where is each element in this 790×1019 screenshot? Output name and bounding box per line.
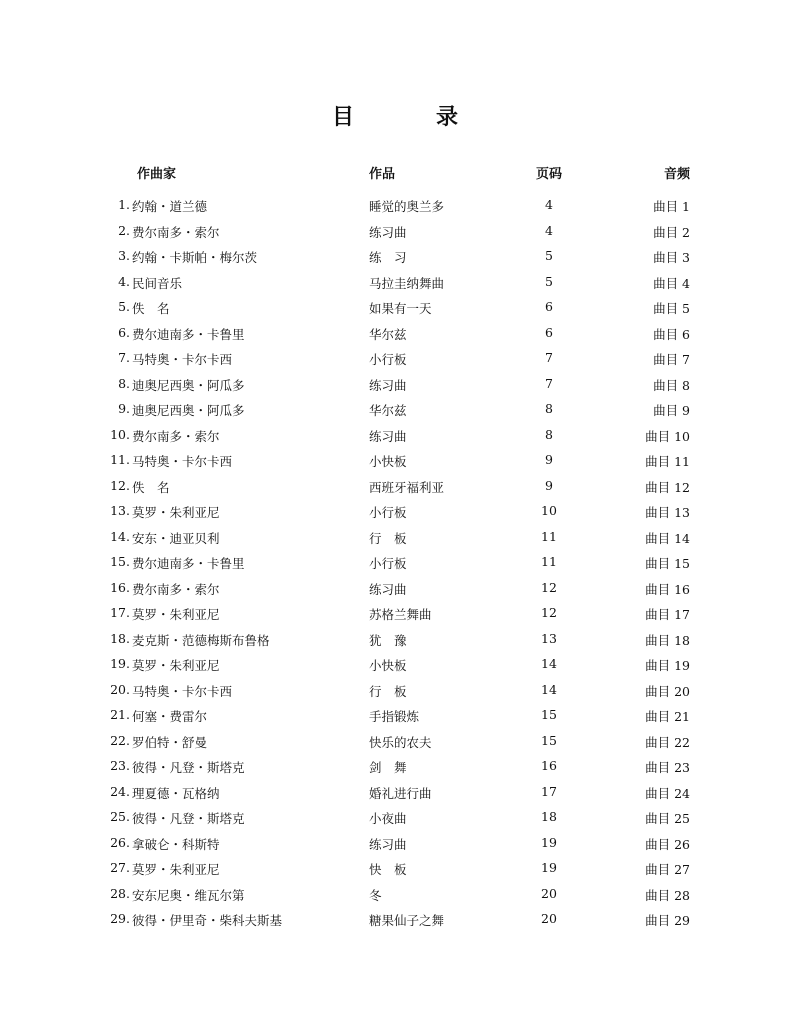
table-row [0, 299, 790, 325]
row-composer: 麦克斯・范德梅斯布鲁格 [132, 632, 270, 648]
row-audio: 曲目 8 [653, 377, 690, 393]
row-work: 小快板 [369, 454, 407, 469]
row-work: 糖果仙子之舞 [369, 913, 445, 928]
row-composer: 费尔迪南多・卡鲁里 [132, 556, 245, 571]
row-audio: 曲目 16 [645, 581, 690, 597]
row-work: 练习曲 [369, 836, 407, 852]
row-work: 睡觉的奥兰多 [369, 199, 445, 214]
row-composer: 迪奥尼西奥・阿瓜多 [132, 403, 245, 418]
row-composer: 莫罗・朱利亚尼 [132, 607, 220, 622]
row-composer: 马特奥・卡尔卡西 [132, 352, 233, 367]
row-page: 8 [545, 401, 553, 416]
row-number: 3. [118, 248, 130, 263]
row-audio: 曲目 7 [653, 352, 690, 367]
row-audio: 曲目 4 [653, 275, 690, 291]
row-composer: 彼得・凡登・斯塔克 [132, 811, 245, 826]
row-number: 21. [110, 707, 130, 722]
row-number: 28. [110, 885, 130, 901]
row-work: 练习曲 [369, 581, 407, 597]
row-work: 犹 豫 [369, 632, 407, 648]
row-audio: 曲目 11 [645, 454, 690, 469]
row-composer: 安东・迪亚贝利 [132, 530, 220, 546]
row-composer: 迪奥尼西奥・阿瓜多 [132, 377, 245, 393]
row-audio: 曲目 5 [653, 301, 690, 316]
row-number: 11. [110, 452, 130, 467]
row-composer: 莫罗・朱利亚尼 [132, 505, 220, 520]
row-number: 8. [118, 375, 130, 391]
row-audio: 曲目 21 [645, 709, 690, 724]
row-work: 快 板 [369, 862, 407, 877]
row-work: 苏格兰舞曲 [369, 607, 432, 622]
row-page: 19 [541, 834, 557, 850]
row-work: 练 习 [369, 250, 407, 265]
row-composer: 佚 名 [132, 301, 170, 316]
row-work: 小快板 [369, 658, 407, 673]
row-page: 15 [541, 707, 557, 722]
table-row [0, 223, 790, 249]
row-work: 华尔兹 [369, 326, 407, 342]
table-row [0, 733, 790, 759]
row-composer: 拿破仑・科斯特 [132, 836, 220, 852]
table-row [0, 350, 790, 376]
header-work: 作品 [369, 167, 396, 182]
row-page: 20 [541, 911, 557, 926]
row-audio: 曲目 9 [653, 403, 690, 418]
row-page: 14 [541, 681, 557, 697]
row-audio: 曲目 2 [653, 224, 690, 240]
row-page: 4 [545, 197, 553, 212]
row-page: 7 [545, 375, 553, 391]
row-number: 6. [118, 324, 130, 340]
row-number: 12. [110, 477, 130, 493]
row-audio: 曲目 25 [645, 811, 690, 826]
row-number: 17. [110, 605, 130, 620]
row-composer: 费尔南多・索尔 [132, 224, 220, 240]
row-work: 练习曲 [369, 377, 407, 393]
table-header [0, 163, 790, 183]
row-number: 9. [118, 401, 130, 416]
row-page: 8 [545, 426, 553, 442]
row-number: 23. [110, 758, 130, 773]
table-row [0, 478, 790, 504]
row-audio: 曲目 24 [645, 785, 690, 801]
row-number: 1. [118, 197, 130, 212]
table-row [0, 784, 790, 810]
table-row [0, 580, 790, 606]
table-row [0, 503, 790, 529]
row-work: 小行板 [369, 556, 407, 571]
row-work: 行 板 [369, 683, 407, 699]
table-row [0, 911, 790, 937]
row-work: 快乐的农夫 [369, 734, 432, 750]
table-row [0, 376, 790, 402]
row-number: 27. [110, 860, 130, 875]
row-audio: 曲目 22 [645, 734, 690, 750]
row-composer: 约翰・卡斯帕・梅尔茨 [132, 250, 258, 265]
row-number: 14. [110, 528, 130, 544]
table-row [0, 656, 790, 682]
row-work: 练习曲 [369, 224, 407, 240]
row-composer: 民间音乐 [132, 275, 183, 291]
row-work: 练习曲 [369, 428, 407, 444]
row-audio: 曲目 1 [653, 199, 690, 214]
row-audio: 曲目 14 [645, 530, 690, 546]
header-audio: 音频 [663, 167, 690, 182]
row-page: 6 [545, 299, 553, 314]
row-page: 14 [541, 656, 557, 671]
row-page: 7 [545, 350, 553, 365]
row-number: 20. [110, 681, 130, 697]
row-page: 5 [545, 248, 553, 263]
row-composer: 费尔迪南多・卡鲁里 [132, 326, 245, 342]
row-work: 小行板 [369, 505, 407, 520]
row-number: 16. [110, 579, 130, 595]
row-composer: 马特奥・卡尔卡西 [132, 683, 233, 699]
row-composer: 费尔南多・索尔 [132, 428, 220, 444]
row-audio: 曲目 3 [653, 250, 690, 265]
row-page: 16 [541, 758, 557, 773]
row-audio: 曲目 10 [645, 428, 690, 444]
row-work: 剑 舞 [369, 760, 407, 775]
row-composer: 理夏德・瓦格纳 [132, 785, 220, 801]
row-audio: 曲目 26 [645, 836, 690, 852]
table-row [0, 758, 790, 784]
table-row [0, 682, 790, 708]
row-number: 2. [118, 222, 130, 238]
table-row [0, 274, 790, 300]
table-row [0, 452, 790, 478]
table-row [0, 248, 790, 274]
row-composer: 约翰・道兰德 [132, 199, 208, 214]
row-composer: 罗伯特・舒曼 [132, 734, 208, 750]
row-page: 4 [545, 222, 553, 238]
table-row [0, 325, 790, 351]
row-composer: 何塞・费雷尔 [132, 709, 208, 724]
page-title: 目 录 [331, 104, 488, 130]
row-work: 马拉圭纳舞曲 [369, 275, 445, 291]
row-work: 冬 [369, 887, 382, 903]
table-row [0, 197, 790, 223]
table-row [0, 707, 790, 733]
row-number: 24. [110, 783, 130, 799]
row-work: 小行板 [369, 352, 407, 367]
row-page: 11 [541, 528, 557, 544]
row-audio: 曲目 17 [645, 607, 690, 622]
header-composer: 作曲家 [137, 167, 177, 182]
row-page: 12 [541, 579, 557, 595]
table-row [0, 809, 790, 835]
row-number: 19. [110, 656, 130, 671]
row-composer: 马特奥・卡尔卡西 [132, 454, 233, 469]
row-work: 西班牙福利亚 [369, 479, 445, 495]
row-audio: 曲目 20 [645, 683, 690, 699]
row-number: 7. [118, 350, 130, 365]
table-row [0, 605, 790, 631]
row-number: 22. [110, 732, 130, 748]
row-page: 18 [541, 809, 557, 824]
row-audio: 曲目 12 [645, 479, 690, 495]
toc-list [0, 197, 790, 937]
row-page: 19 [541, 860, 557, 875]
row-composer: 费尔南多・索尔 [132, 581, 220, 597]
row-work: 行 板 [369, 530, 407, 546]
row-composer: 彼得・凡登・斯塔克 [132, 760, 245, 775]
row-page: 9 [545, 477, 553, 493]
row-audio: 曲目 18 [645, 632, 690, 648]
row-work: 华尔兹 [369, 403, 407, 418]
row-page: 17 [541, 783, 557, 799]
row-work: 如果有一天 [369, 301, 432, 316]
row-number: 29. [110, 911, 130, 926]
row-composer: 莫罗・朱利亚尼 [132, 658, 220, 673]
row-composer: 莫罗・朱利亚尼 [132, 862, 220, 877]
row-page: 11 [541, 554, 557, 569]
row-work: 小夜曲 [369, 811, 407, 826]
row-work: 婚礼进行曲 [369, 785, 432, 801]
row-page: 5 [545, 273, 553, 289]
table-row [0, 529, 790, 555]
row-number: 13. [110, 503, 130, 518]
header-page: 页码 [535, 167, 562, 182]
row-audio: 曲目 13 [645, 505, 690, 520]
row-page: 9 [545, 452, 553, 467]
row-audio: 曲目 6 [653, 326, 690, 342]
row-page: 20 [541, 885, 557, 901]
row-page: 12 [541, 605, 557, 620]
row-audio: 曲目 27 [645, 862, 690, 877]
row-number: 26. [110, 834, 130, 850]
row-audio: 曲目 15 [645, 556, 690, 571]
row-number: 15. [110, 554, 130, 569]
row-page: 10 [541, 503, 557, 518]
row-page: 15 [541, 732, 557, 748]
table-row [0, 886, 790, 912]
row-composer: 安东尼奥・维瓦尔第 [132, 887, 245, 903]
row-audio: 曲目 23 [645, 760, 690, 775]
row-number: 5. [118, 299, 130, 314]
row-page: 6 [545, 324, 553, 340]
row-number: 25. [110, 809, 130, 824]
table-row [0, 427, 790, 453]
row-number: 4. [118, 273, 130, 289]
row-audio: 曲目 28 [645, 887, 690, 903]
row-page: 13 [541, 630, 557, 646]
row-composer: 彼得・伊里奇・柴科夫斯基 [132, 913, 283, 928]
row-composer: 佚 名 [132, 479, 170, 495]
row-audio: 曲目 19 [645, 658, 690, 673]
table-row [0, 401, 790, 427]
table-row [0, 835, 790, 861]
row-work: 手指锻炼 [369, 709, 420, 724]
row-audio: 曲目 29 [645, 913, 690, 928]
row-number: 10. [110, 426, 130, 442]
table-row [0, 554, 790, 580]
row-number: 18. [110, 630, 130, 646]
table-row [0, 860, 790, 886]
table-row [0, 631, 790, 657]
